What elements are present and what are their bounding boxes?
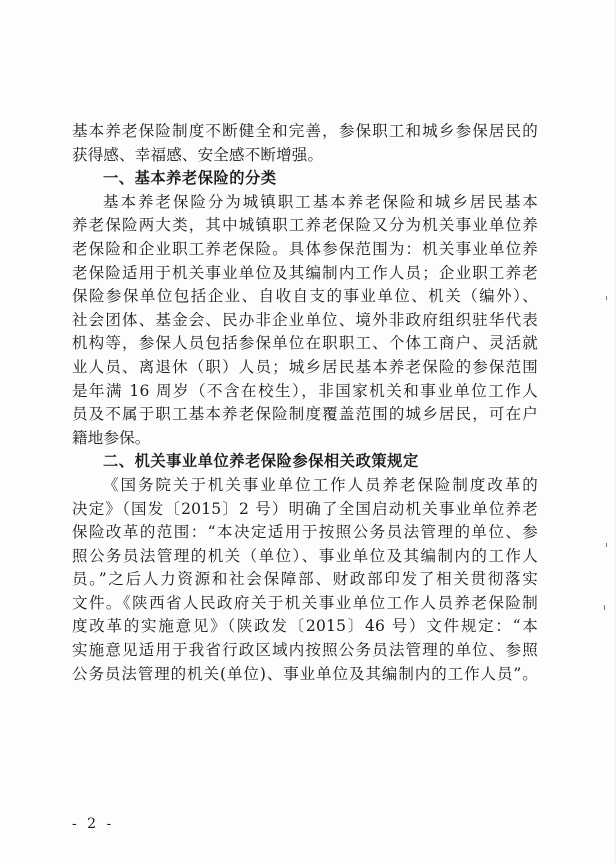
- section-heading: 一、基本养老保险的分类: [103, 169, 277, 188]
- paragraph-line: 保险改革的范围：“本决定适用于按照公务员法管理的单位、参: [72, 523, 538, 542]
- paragraph-line: 基本养老保险制度不断健全和完善，参保职工和城乡参保居民的: [72, 122, 538, 140]
- paragraph-line: 机构等，参保人员包括参保单位在职职工、个体工商户、灵活就: [72, 334, 538, 353]
- paragraph-line: 度改革的实施意见》（陕政发〔2015〕46 号）文件规定：“本: [72, 617, 538, 636]
- paragraph-line: 实施意见适用于我省行政区域内按照公务员法管理的单位、参照: [72, 641, 538, 660]
- paragraph-line: 老保险适用于机关事业单位及其编制内工作人员；企业职工养老: [72, 263, 538, 282]
- paragraph-line: 社会团体、基金会、民办非企业单位、境外非政府组织驻华代表: [72, 310, 538, 329]
- paragraph-last-line: 籍地参保。: [72, 428, 151, 447]
- paragraph-line: 决定》（国发〔2015〕2 号）明确了全国启动机关事业单位养老: [72, 499, 538, 518]
- paragraph-first-line: 基本养老保险分为城镇职工基本养老保险和城乡居民基本: [103, 192, 538, 211]
- margin-mark: [606, 543, 607, 547]
- paragraph-line: 业人员、离退休（职）人员；城乡居民基本养老保险的参保范围: [72, 357, 538, 376]
- paragraph-line: 照公务员法管理的机关（单位）、事业单位及其编制内的工作人: [72, 546, 538, 565]
- paragraph-last-line: 获得感、幸福感、安全感不断增强。: [72, 145, 324, 164]
- paragraph-line: 养老保险两大类，其中城镇职工养老保险又分为机关事业单位养: [72, 216, 538, 235]
- paragraph-line: 公务员法管理的机关(单位)、事业单位及其编制内的工作人员”。: [72, 664, 538, 683]
- paragraph-line: 老保险和企业职工养老保险。具体参保范围为：机关事业单位养: [72, 239, 538, 258]
- section-heading: 二、机关事业单位养老保险参保相关政策规定: [103, 452, 419, 471]
- page-number: - 2 -: [72, 816, 115, 832]
- paragraph-first-line: 《国务院关于机关事业单位工作人员养老保险制度改革的: [103, 475, 538, 494]
- document-body: [72, 120, 538, 686]
- paragraph-line: 保险参保单位包括企业、自收自支的事业单位、机关（编外）、: [72, 287, 538, 306]
- paragraph-line: 员及不属于职工基本养老保险制度覆盖范围的城乡居民，可在户: [72, 405, 538, 424]
- paragraph-line: 员。”之后人力资源和社会保障部、财政部印发了相关贯彻落实: [72, 570, 538, 589]
- paragraph-line: 文件。《陕西省人民政府关于机关事业单位工作人员养老保险制: [72, 593, 538, 612]
- margin-mark: [606, 296, 607, 300]
- margin-mark: [604, 605, 605, 610]
- paragraph-line: 是年满 16 周岁（不含在校生），非国家机关和事业单位工作人: [72, 381, 538, 400]
